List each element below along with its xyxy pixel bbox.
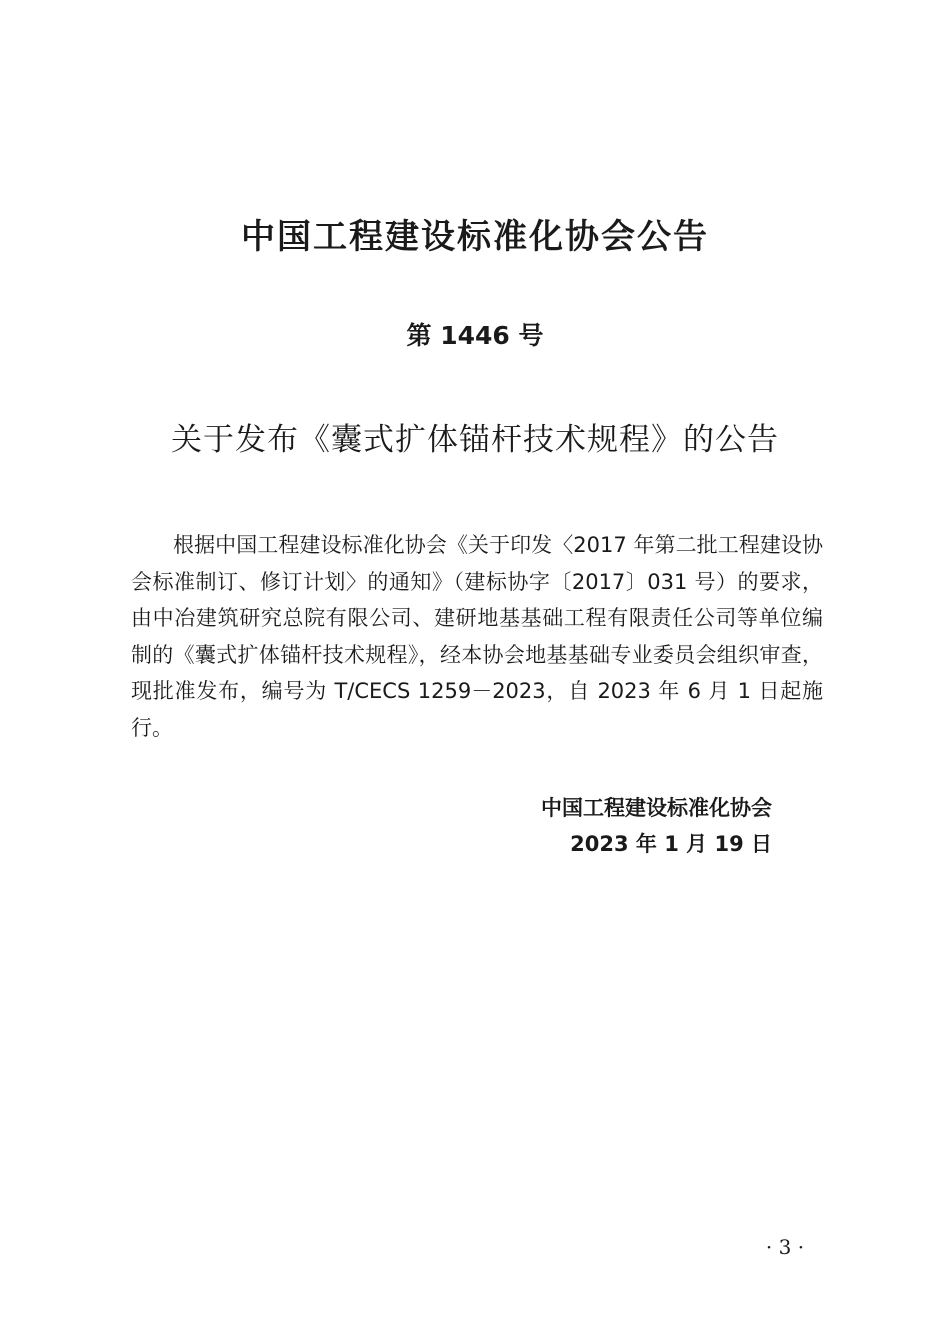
issuer-name: 中国工程建设标准化协会: [541, 796, 772, 820]
announcement-body: 根据中国工程建设标准化协会《关于印发〈2017 年第二批工程建设协会标准制订、修订计划〉的通知》（建标协字〔2017〕031 号）的要求，由中冶建筑研究总院有限公司、建研地基基础工程有限责任公司等单位编制的《囊式扩体锚杆技术规程》，经本协会地基基础专业委员会组织审查，现批准发布，编号为 T/CECS 1259－2023，自 2023 年 6 月 1 日起施行。: [131, 533, 823, 740]
issue-date: 2023 年 1 月 19 日: [570, 832, 772, 856]
page-number: · 3 ·: [765, 1235, 805, 1259]
signature-block: [480, 790, 772, 862]
page-title: 中国工程建设标准化协会公告: [241, 217, 709, 257]
announcement-subtitle: 关于发布《囊式扩体锚杆技术规程》的公告: [171, 422, 779, 458]
announcement-number: 第 1446 号: [406, 321, 544, 350]
